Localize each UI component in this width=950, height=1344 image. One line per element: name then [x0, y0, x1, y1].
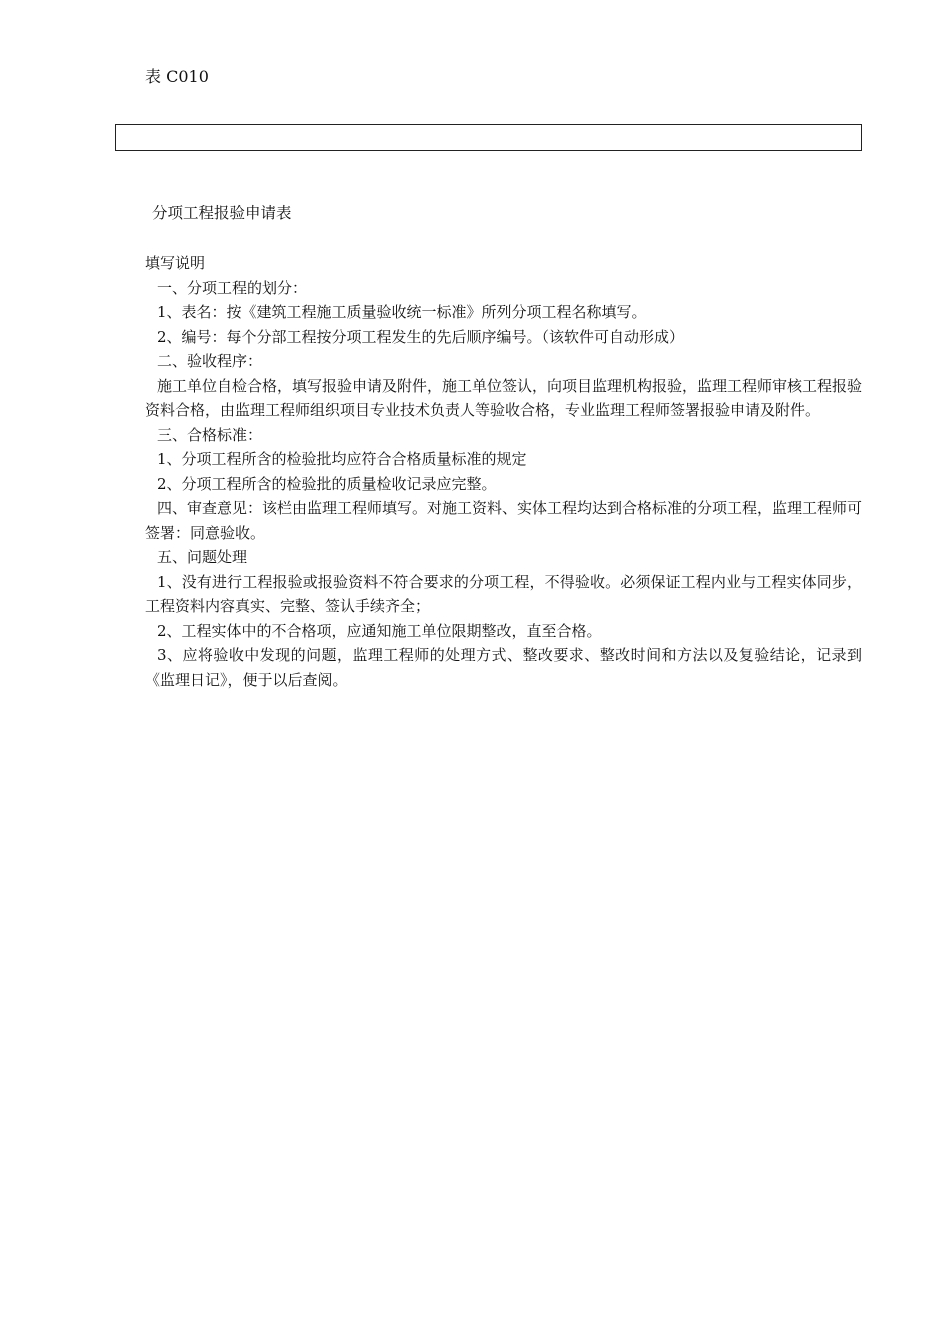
- instruction-paragraph: 3、应将验收中发现的问题，监理工程师的处理方式、整改要求、整改时间和方法以及复验结论，记录到《监理日记》，便于以后查阅。: [145, 646, 862, 689]
- instructions-heading: 填写说明: [145, 254, 206, 272]
- instruction-line: 1、分项工程所含的检验批均应符合合格质量标准的规定: [157, 450, 527, 468]
- form-code: 表 C010: [145, 67, 209, 86]
- section-heading-issues: 五、问题处理: [157, 548, 248, 566]
- instruction-line: 2、分项工程所含的检验批的质量检收记录应完整。: [157, 474, 497, 493]
- instruction-paragraph: 1、没有进行工程报验或报验资料不符合要求的分项工程，不得验收。必须保证工程内业与工程实体同步，工程资料内容真实、完整、签认手续齐全；: [145, 572, 862, 615]
- instructions-section: [145, 251, 862, 692]
- section-heading-procedure: 二、验收程序：: [157, 352, 263, 370]
- instruction-line: 2、工程实体中的不合格项，应通知施工单位限期整改，直至合格。: [157, 621, 602, 640]
- empty-header-box: [115, 124, 862, 151]
- instruction-line: 2、编号：每个分部工程按分项工程发生的先后顺序编号。（该软件可自动形成）: [157, 327, 685, 346]
- instruction-line: 1、表名：按《建筑工程施工质量验收统一标准》所列分项工程名称填写。: [157, 303, 647, 321]
- instruction-paragraph: 施工单位自检合格，填写报验申请及附件，施工单位签认，向项目监理机构报验，监理工程师审核工程报验资料合格，由监理工程师组织项目专业技术负责人等验收合格，专业监理工程师签署报验申请及附件。: [145, 376, 863, 419]
- section-heading-division: 一、分项工程的划分：: [157, 278, 308, 297]
- section-heading-standard: 三、合格标准：: [157, 425, 263, 444]
- document-title: 分项工程报验申请表: [152, 204, 292, 222]
- section-heading-review: 四、审查意见：该栏由监理工程师填写。对施工资料、实体工程均达到合格标准的分项工程，监理工程师可签署：同意验收。: [145, 499, 863, 542]
